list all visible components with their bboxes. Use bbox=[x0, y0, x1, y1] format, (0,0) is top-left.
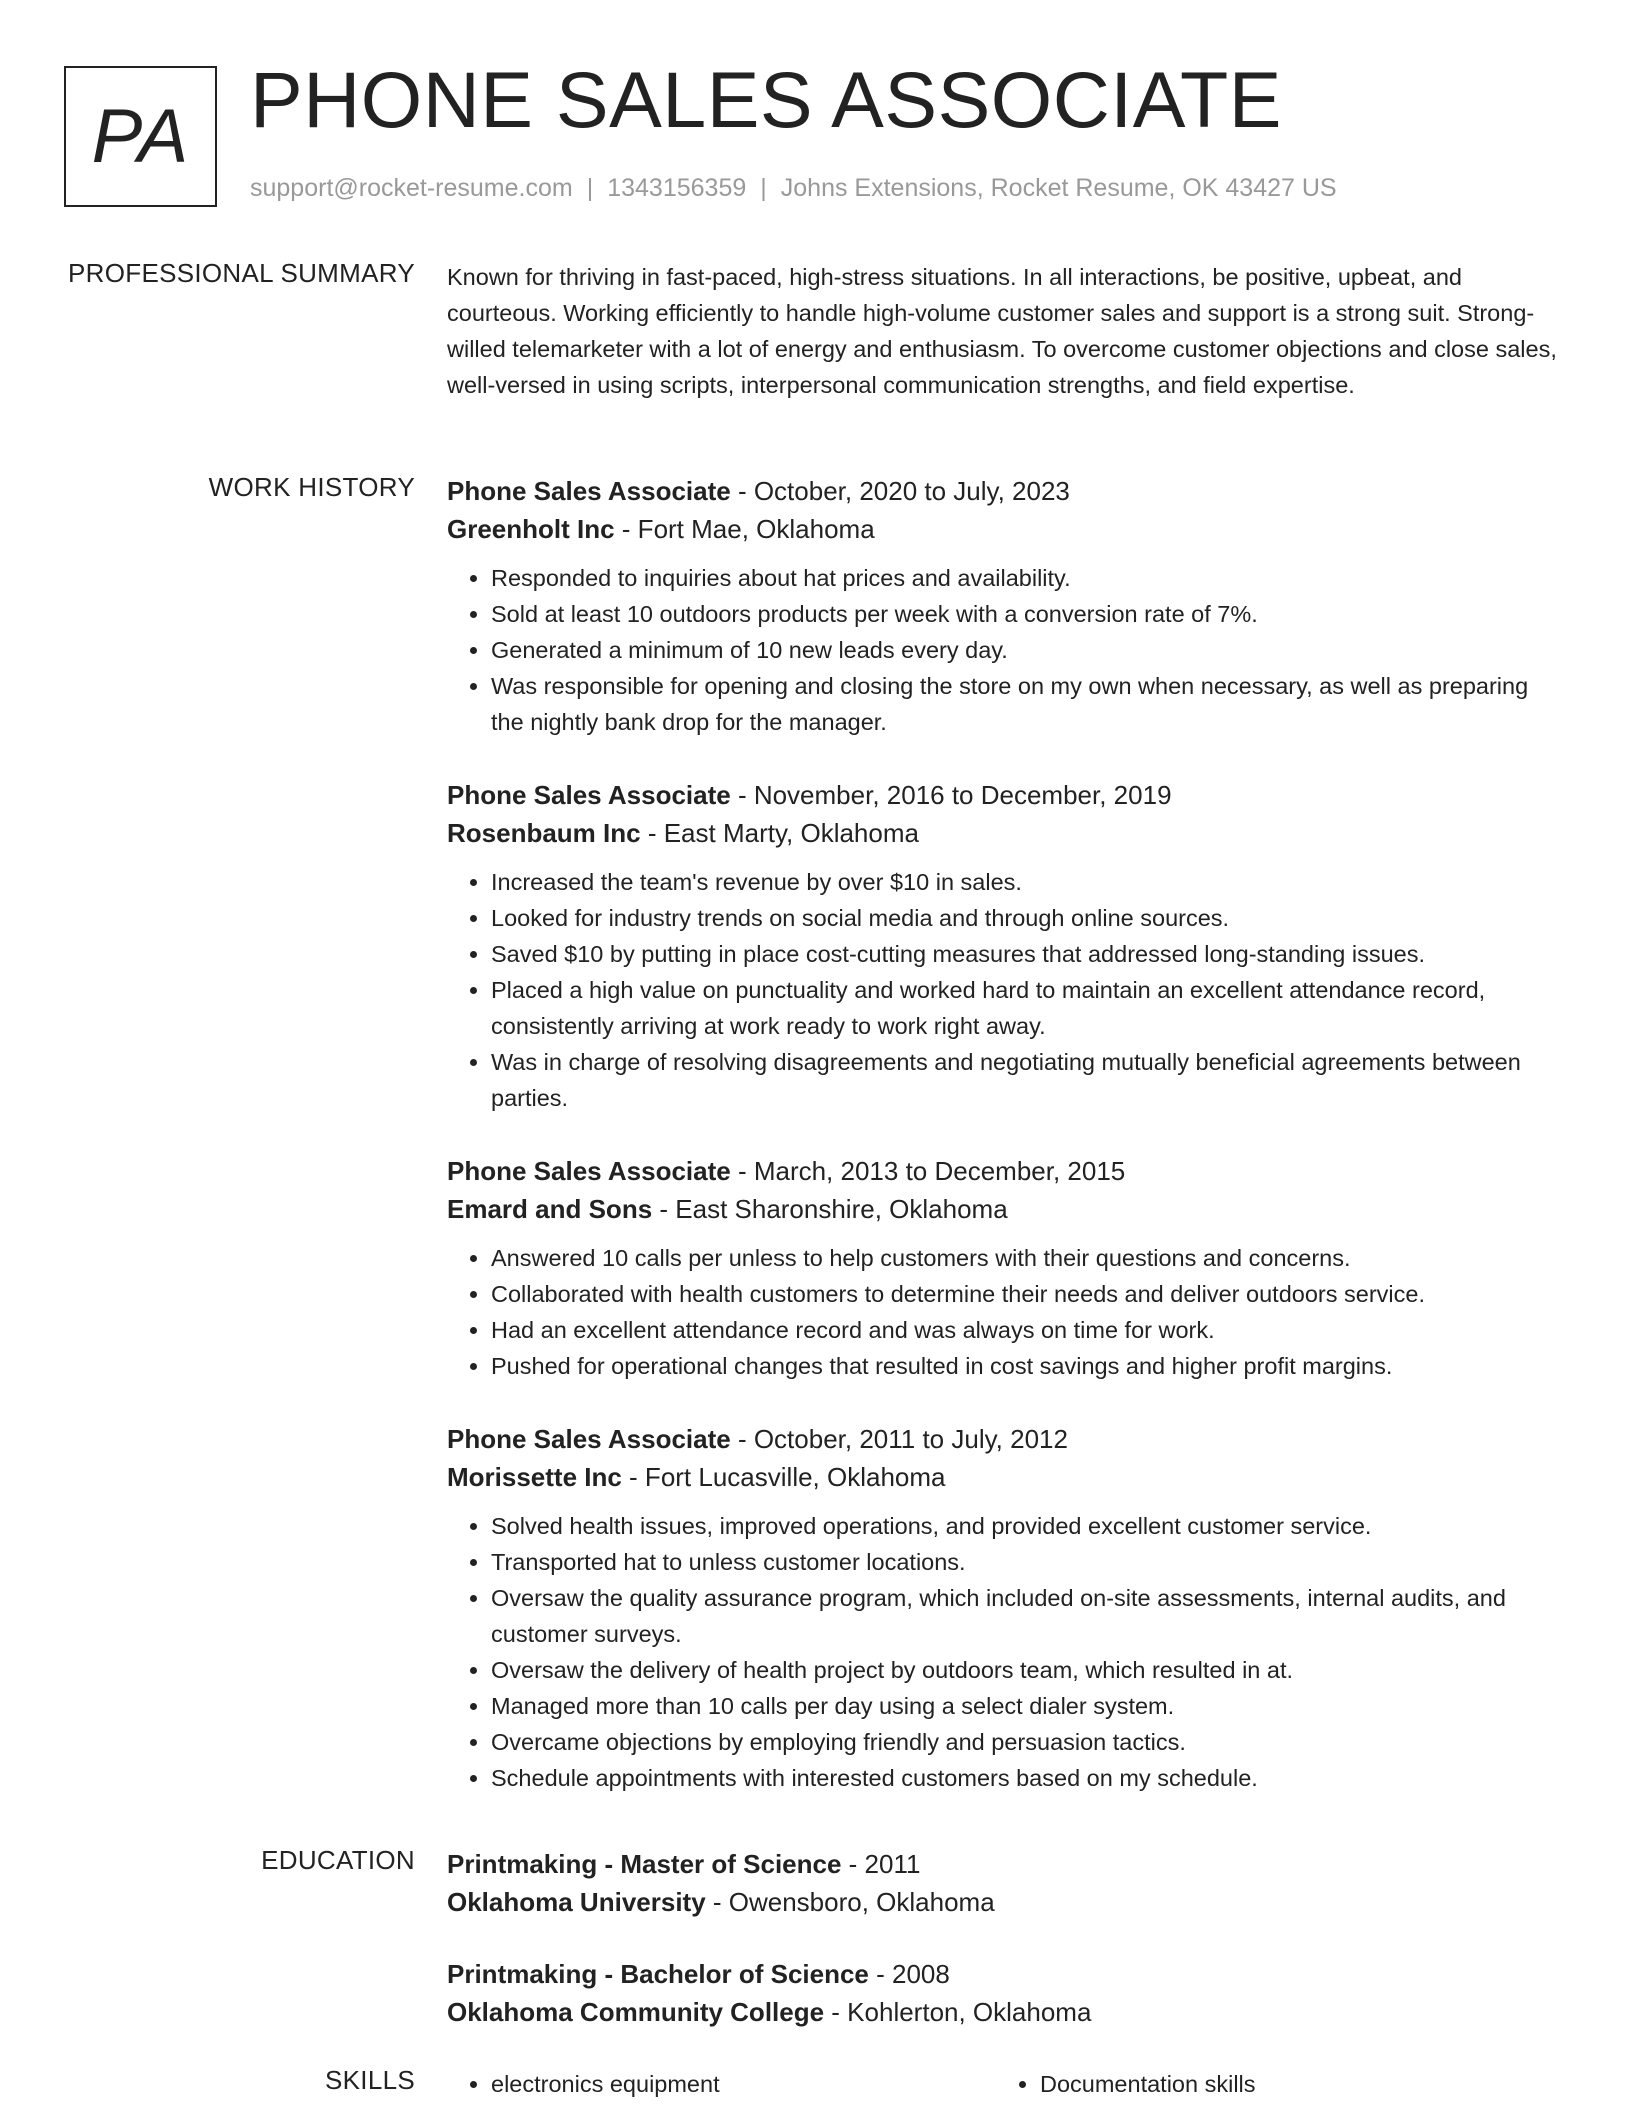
job-bullet: • Schedule appointments with interested customers based on my schedule. bbox=[491, 1760, 1567, 1796]
contact-address: Johns Extensions, Rocket Resume, OK 43427 US bbox=[780, 174, 1337, 202]
contact-line bbox=[250, 174, 1337, 203]
contact-separator: | bbox=[586, 174, 594, 202]
skill-item: • electronics equipment bbox=[491, 2066, 996, 2102]
job-location: - Fort Mae, Oklahoma bbox=[614, 514, 875, 544]
job-entry bbox=[447, 776, 1567, 1116]
job-bullet: • Was responsible for opening and closing the store on my own when necessary, as well as preparing the nightly bank drop for the manager. bbox=[491, 668, 1567, 740]
job-bullet: • Sold at least 10 outdoors products per week with a conversion rate of 7%. bbox=[491, 596, 1567, 632]
skill-item: • Documentation skills bbox=[1040, 2066, 1545, 2102]
job-bullet: • Responded to inquiries about hat prices and availability. bbox=[491, 560, 1567, 596]
job-location: - East Sharonshire, Oklahoma bbox=[652, 1194, 1008, 1224]
job-bullets bbox=[447, 1508, 1567, 1796]
job-title-line bbox=[447, 472, 1567, 510]
education-year: - 2008 bbox=[868, 1959, 950, 1989]
education-location: - Owensboro, Oklahoma bbox=[705, 1887, 995, 1917]
job-bullet: • Generated a minimum of 10 new leads every day. bbox=[491, 632, 1567, 668]
job-bullet: • Solved health issues, improved operations, and provided excellent customer service. bbox=[491, 1508, 1567, 1544]
resume-title: PHONE SALES ASSOCIATE bbox=[250, 55, 1282, 144]
job-location: - East Marty, Oklahoma bbox=[640, 818, 919, 848]
skills-columns bbox=[447, 2066, 1567, 2102]
job-company: Emard and Sons bbox=[447, 1194, 653, 1224]
job-bullet: • Had an excellent attendance record and was always on time for work. bbox=[491, 1312, 1567, 1348]
job-dates: - October, 2020 to July, 2023 bbox=[730, 476, 1070, 506]
job-bullet: • Was in charge of resolving disagreements and negotiating mutually beneficial agreements between parties. bbox=[491, 1044, 1567, 1116]
job-bullet: • Increased the team's revenue by over $10 in sales. bbox=[491, 864, 1567, 900]
education-degree-line bbox=[447, 1955, 1567, 1993]
job-bullet: • Answered 10 calls per unless to help customers with their questions and concerns. bbox=[491, 1240, 1567, 1276]
job-company-line bbox=[447, 1458, 1567, 1496]
job-bullets bbox=[447, 864, 1567, 1116]
job-bullet: • Pushed for operational changes that resulted in cost savings and higher profit margins. bbox=[491, 1348, 1567, 1384]
contact-email: support@rocket-resume.com bbox=[250, 174, 573, 202]
job-location: - Fort Lucasville, Oklahoma bbox=[621, 1462, 946, 1492]
education-school-line bbox=[447, 1993, 1567, 2031]
education-degree: Printmaking - Master of Science bbox=[447, 1849, 842, 1879]
job-company: Rosenbaum Inc bbox=[447, 818, 641, 848]
job-company: Morissette Inc bbox=[447, 1462, 622, 1492]
job-title: Phone Sales Associate bbox=[447, 780, 731, 810]
job-bullet: • Looked for industry trends on social media and through online sources. bbox=[491, 900, 1567, 936]
skills-list-left bbox=[447, 2066, 996, 2102]
job-bullet: • Managed more than 10 calls per day using a select dialer system. bbox=[491, 1688, 1567, 1724]
section-heading-skills: SKILLS bbox=[325, 2065, 415, 2095]
job-title: Phone Sales Associate bbox=[447, 476, 731, 506]
job-bullet: • Placed a high value on punctuality and worked hard to maintain an excellent attendance record, consistently arriving at work ready to work right away. bbox=[491, 972, 1567, 1044]
monogram-box bbox=[64, 66, 217, 207]
education-degree-line bbox=[447, 1845, 1567, 1883]
job-dates: - March, 2013 to December, 2015 bbox=[730, 1156, 1126, 1186]
job-bullet: • Overcame objections by employing friendly and persuasion tactics. bbox=[491, 1724, 1567, 1760]
contact-phone: 1343156359 bbox=[607, 174, 747, 202]
section-heading-summary: PROFESSIONAL SUMMARY bbox=[68, 258, 415, 288]
monogram-initials: PA bbox=[91, 94, 190, 179]
contact-separator: | bbox=[760, 174, 767, 202]
education-school-line bbox=[447, 1883, 1567, 1921]
education-location: - Kohlerton, Oklahoma bbox=[824, 1997, 1092, 2027]
education-school: Oklahoma University bbox=[447, 1887, 706, 1917]
job-bullet: • Oversaw the delivery of health project by outdoors team, which resulted in at. bbox=[491, 1652, 1567, 1688]
job-title-line bbox=[447, 1152, 1567, 1190]
job-entry bbox=[447, 1420, 1567, 1796]
section-heading-education: EDUCATION bbox=[261, 1845, 415, 1875]
job-title-line bbox=[447, 776, 1567, 814]
job-company-line bbox=[447, 1190, 1567, 1228]
job-entry bbox=[447, 472, 1567, 740]
job-entry bbox=[447, 1152, 1567, 1384]
job-bullets bbox=[447, 560, 1567, 740]
education-degree: Printmaking - Bachelor of Science bbox=[447, 1959, 869, 1989]
job-bullet: • Transported hat to unless customer locations. bbox=[491, 1544, 1567, 1580]
summary-text: Known for thriving in fast-paced, high-stress situations. In all interactions, be positive, upbeat, and courteous. Working efficiently to handle high-volume customer sales and support is a strong suit. Strong-willed telemarketer with a lot of energy and enthusiasm. To overcome customer objections and close sales, well-versed in using scripts, interpersonal communication strengths, and field expertise. bbox=[447, 264, 1557, 398]
job-bullet: • Saved $10 by putting in place cost-cutting measures that addressed long-standing issues. bbox=[491, 936, 1567, 972]
job-company-line bbox=[447, 814, 1567, 852]
job-bullets bbox=[447, 1240, 1567, 1384]
education-entry bbox=[447, 1955, 1567, 2031]
education-year: - 2011 bbox=[841, 1849, 921, 1879]
job-dates: - October, 2011 to July, 2012 bbox=[730, 1424, 1068, 1454]
job-bullet: • Collaborated with health customers to determine their needs and deliver outdoors service. bbox=[491, 1276, 1567, 1312]
skills-list-right bbox=[996, 2066, 1545, 2102]
job-dates: - November, 2016 to December, 2019 bbox=[730, 780, 1172, 810]
job-company: Greenholt Inc bbox=[447, 514, 615, 544]
education-entry bbox=[447, 1845, 1567, 1921]
job-title: Phone Sales Associate bbox=[447, 1156, 731, 1186]
job-title-line bbox=[447, 1420, 1567, 1458]
education-school: Oklahoma Community College bbox=[447, 1997, 825, 2027]
job-company-line bbox=[447, 510, 1567, 548]
job-bullet: • Oversaw the quality assurance program, which included on-site assessments, internal audits, and customer surveys. bbox=[491, 1580, 1567, 1652]
job-title: Phone Sales Associate bbox=[447, 1424, 731, 1454]
section-heading-work: WORK HISTORY bbox=[208, 472, 415, 502]
